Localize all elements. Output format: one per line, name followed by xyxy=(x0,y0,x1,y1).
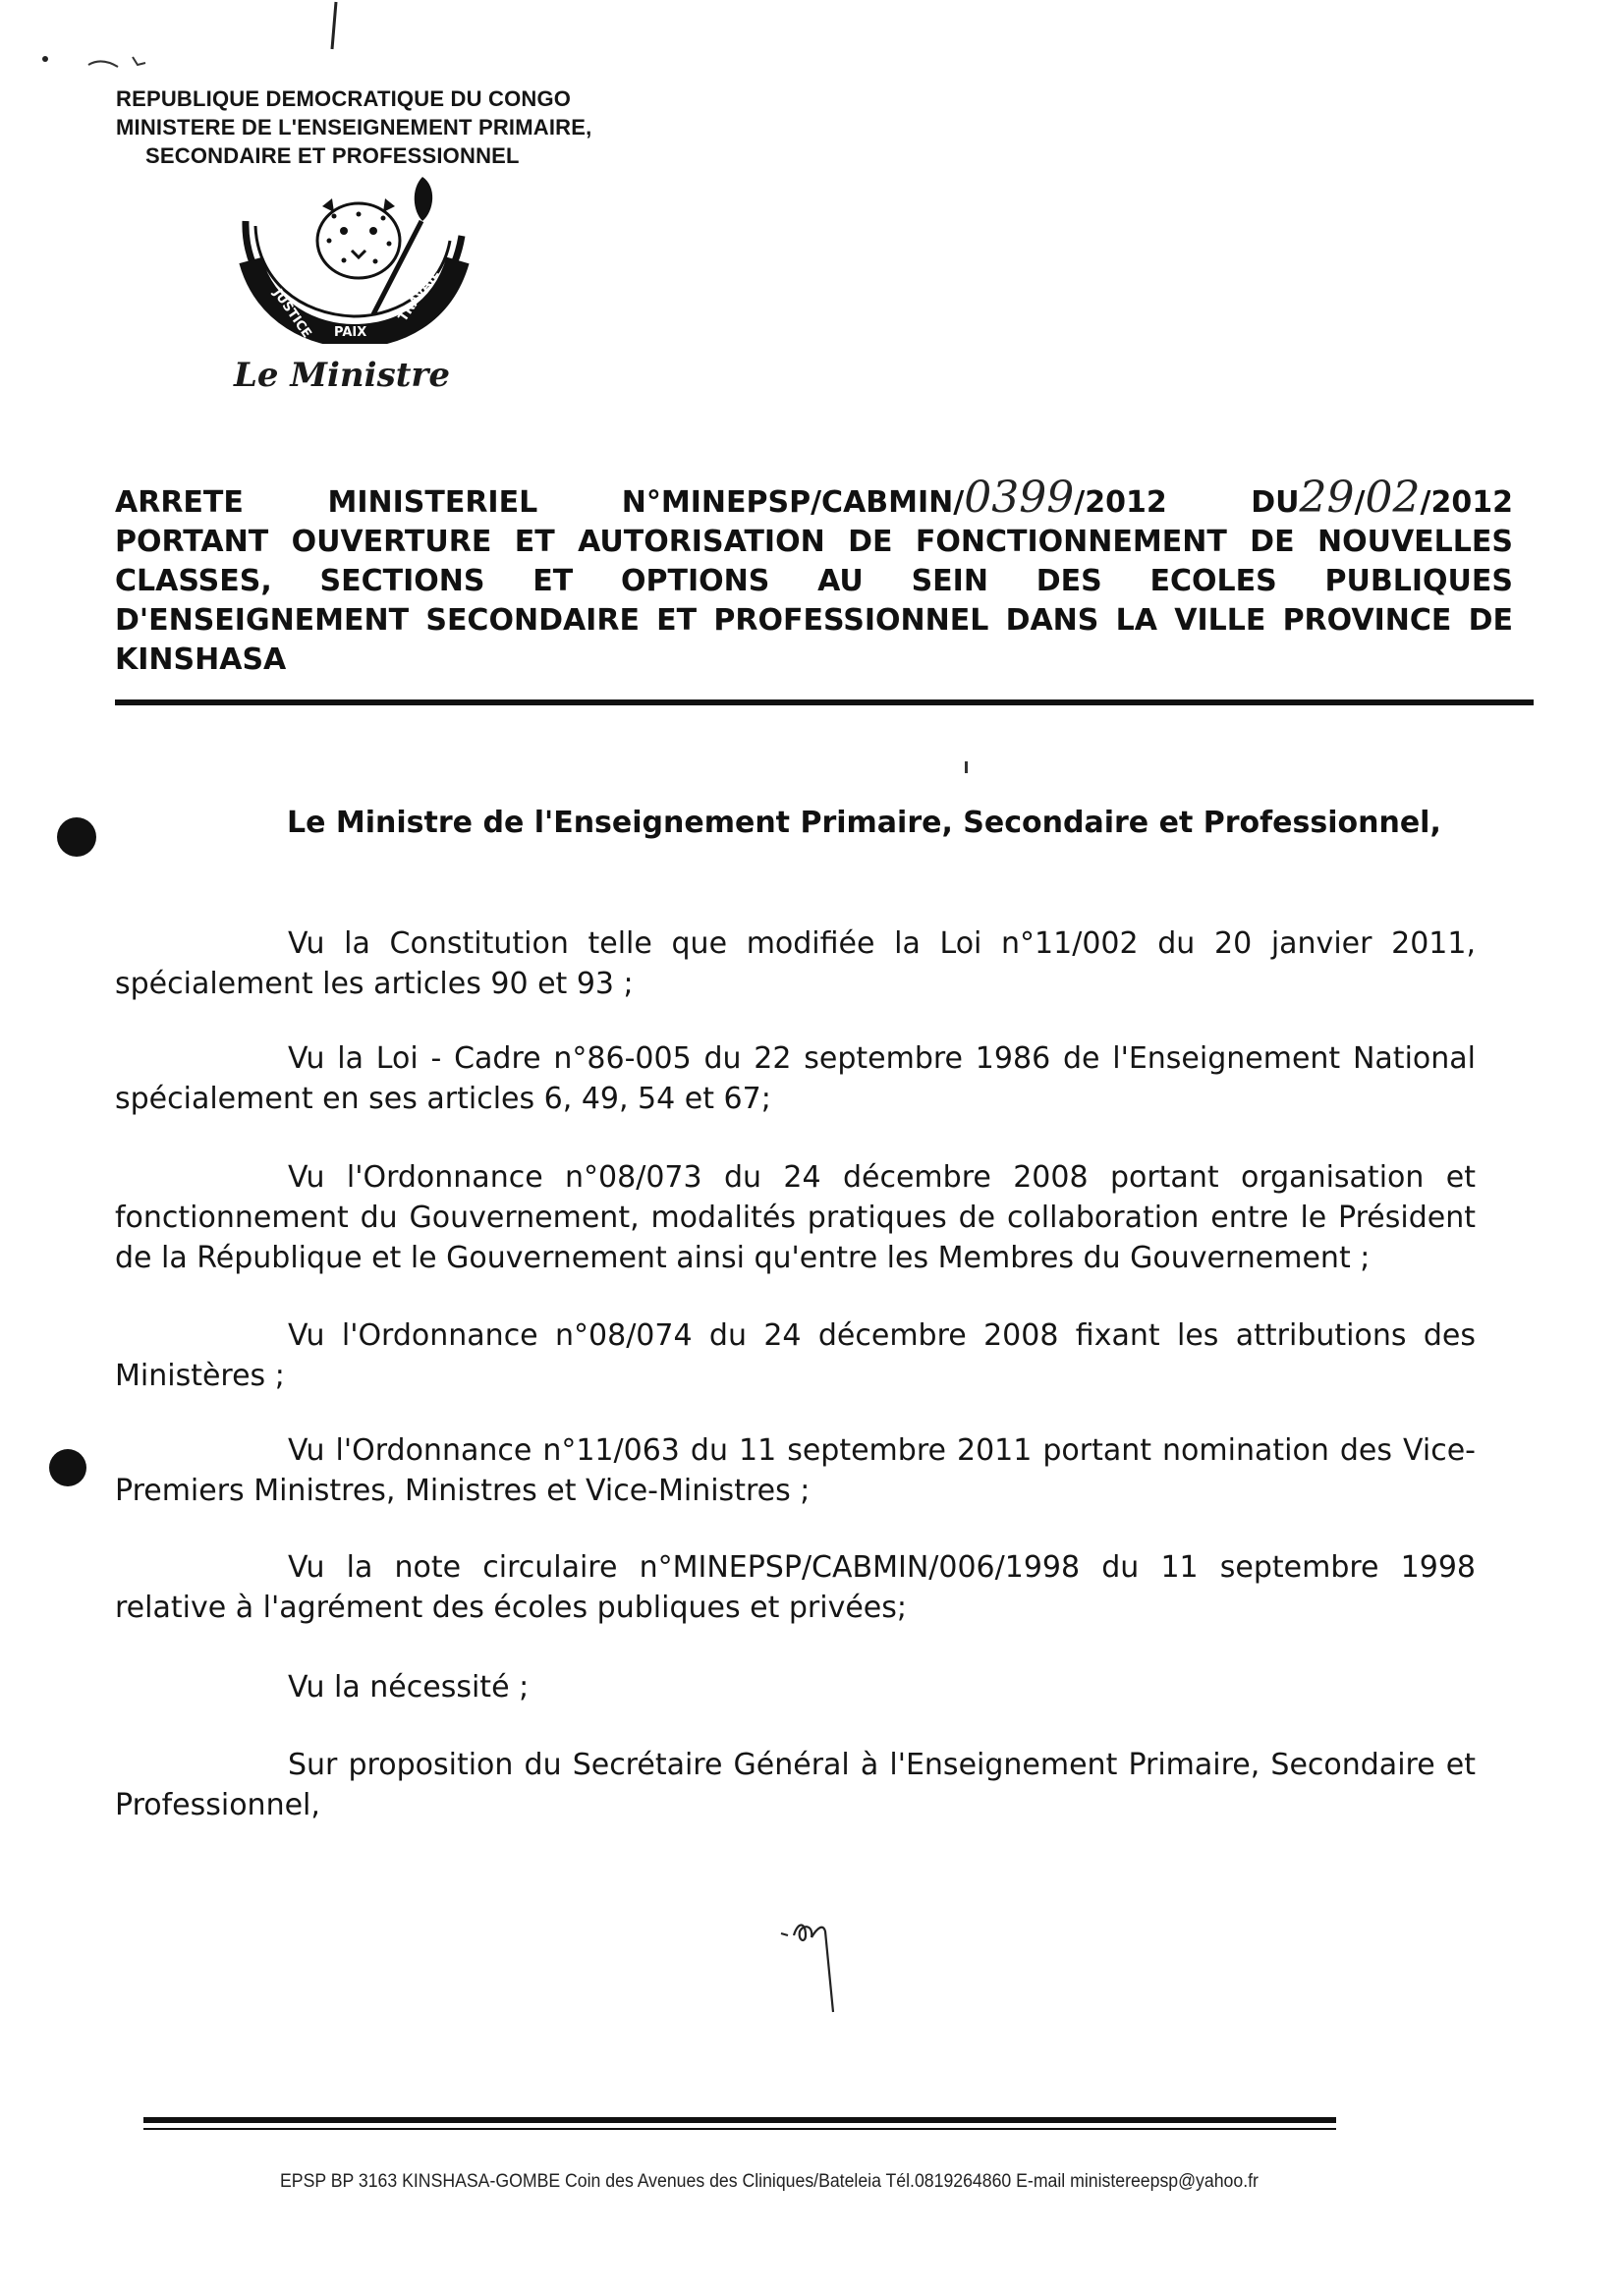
footer-divider xyxy=(143,2128,1336,2130)
consideration-paragraph: Vu l'Ordonnance n°08/074 du 24 décembre 2008 fixant les attributions des Ministères ; xyxy=(115,1318,1476,1393)
scan-mark xyxy=(39,51,167,81)
date-month-handwritten: 02 xyxy=(1365,473,1421,523)
coat-of-arms-emblem xyxy=(226,167,486,344)
header-country: REPUBLIQUE DEMOCRATIQUE DU CONGO xyxy=(116,86,572,111)
consideration-paragraph: Vu la nécessité ; xyxy=(288,1670,530,1705)
footer-contact: EPSP BP 3163 KINSHASA-GOMBE Coin des Avenues des Cliniques/Bateleia Tél.0819264860 E-mail ministereepsp@yahoo.fr xyxy=(280,2171,1259,2192)
svg-text:JUSTICE: JUSTICE xyxy=(269,286,314,341)
punch-hole xyxy=(57,817,96,857)
title-divider xyxy=(115,699,1534,705)
date-year: /2012 xyxy=(1420,485,1513,520)
consideration-paragraph: Vu la Loi - Cadre n°86-005 du 22 septembre 1986 de l'Enseignement National spécialement en ses articles 6, 49, 54 et 67; xyxy=(115,1041,1476,1116)
decree-prefix: N°MINEPSP/CABMIN/ xyxy=(621,485,965,520)
header-ministry-cont: SECONDAIRE ET PROFESSIONNEL xyxy=(145,143,520,168)
decree-date xyxy=(1251,473,1513,523)
svg-text:PAIX: PAIX xyxy=(334,325,367,340)
svg-text:TRAVAIL: TRAVAIL xyxy=(395,267,442,325)
scan-mark xyxy=(324,0,344,59)
date-separator: / xyxy=(1354,485,1366,520)
punch-hole xyxy=(49,1449,86,1486)
consideration-paragraph: Vu la Constitution telle que modifiée la Loi n°11/002 du 20 janvier 2011, spécialement les articles 90 et 93 ; xyxy=(115,926,1476,1001)
minister-signature-title: Le Ministre xyxy=(234,356,450,395)
decree-type: MINISTERIEL xyxy=(327,485,538,520)
minister-heading: Le Ministre de l'Enseignement Primaire, Secondaire et Professionnel, xyxy=(287,806,1441,840)
header-ministry: MINISTERE DE L'ENSEIGNEMENT PRIMAIRE, xyxy=(116,115,592,140)
consideration-paragraph: Vu la note circulaire n°MINEPSP/CABMIN/006/1998 du 11 septembre 1998 relative à l'agrément des écoles publiques et privées; xyxy=(115,1550,1476,1625)
handwritten-initials xyxy=(776,1914,855,2022)
consideration-paragraph: Sur proposition du Secrétaire Général à l'Enseignement Primaire, Secondaire et Professionnel, xyxy=(115,1748,1476,1822)
footer-divider xyxy=(143,2117,1336,2123)
consideration-paragraph: Vu l'Ordonnance n°08/073 du 24 décembre 2008 portant organisation et fonctionnement du Gouvernement, modalités pratiques de collaboration entre le Président de la République et le Gouvernement ainsi qu'entre les Membres du Gouvernement ; xyxy=(115,1160,1476,1275)
decree-number xyxy=(621,473,1167,523)
decree-title: PORTANT OUVERTURE ET AUTORISATION DE FONCTIONNEMENT DE NOUVELLES CLASSES, SECTIONS ET OPTIONS AU SEIN DES ECOLES PUBLIQUES D'ENSEIGNEMENT SECONDAIRE ET PROFESSIONNEL DANS LA VILLE PROVINCE DE KINSHASA xyxy=(115,525,1513,677)
consideration-paragraph: Vu l'Ordonnance n°11/063 du 11 septembre 2011 portant nomination des Vice-Premiers Ministres, Ministres et Vice-Ministres ; xyxy=(115,1433,1476,1508)
date-prefix: DU xyxy=(1251,485,1300,520)
decree-number-handwritten: 0399 xyxy=(964,473,1075,523)
scan-mark xyxy=(965,761,968,773)
date-day-handwritten: 29 xyxy=(1299,473,1355,523)
decree-label: ARRETE xyxy=(115,485,244,520)
decree-reference-row xyxy=(115,473,1513,523)
decree-year: /2012 xyxy=(1074,485,1167,520)
